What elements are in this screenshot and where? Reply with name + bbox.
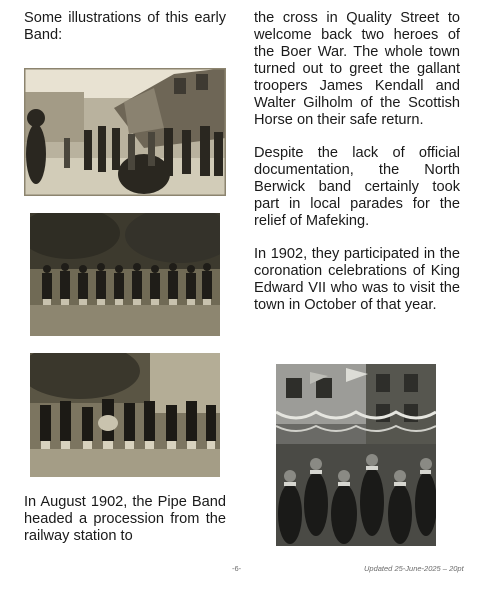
updated-note: Updated 25-June-2025 – 20pt xyxy=(364,564,464,573)
boer-war-paragraph: the cross in Quality Street to welcome back two heroes of the Boer War. The whole town turned out to greet the gallant troopers James Kendall and Walter Gilholm of the Scottish Horse on their safe return. xyxy=(254,10,460,128)
left-column xyxy=(24,10,226,44)
photo-caption: Some illustrations of this early Band: xyxy=(24,10,226,43)
band-marching-photo xyxy=(30,353,220,477)
page-number: -6- xyxy=(232,564,242,573)
right-column xyxy=(254,10,460,330)
procession-paragraph: In August 1902, the Pipe Band headed a procession from the railway station to xyxy=(24,494,226,544)
street-procession-photo xyxy=(24,68,226,196)
mafeking-paragraph: Despite the lack of official documentation, the North Berwick band certainly took part in local parades for the relief of Mafeking. xyxy=(254,145,460,229)
coronation-street-photo xyxy=(276,364,436,546)
coronation-paragraph: In 1902, they participated in the coronation celebrations of King Edward VII who was to visit the town in October of that year. xyxy=(254,246,460,313)
left-bottom-text-block xyxy=(24,494,226,545)
band-group-photo xyxy=(30,213,220,336)
